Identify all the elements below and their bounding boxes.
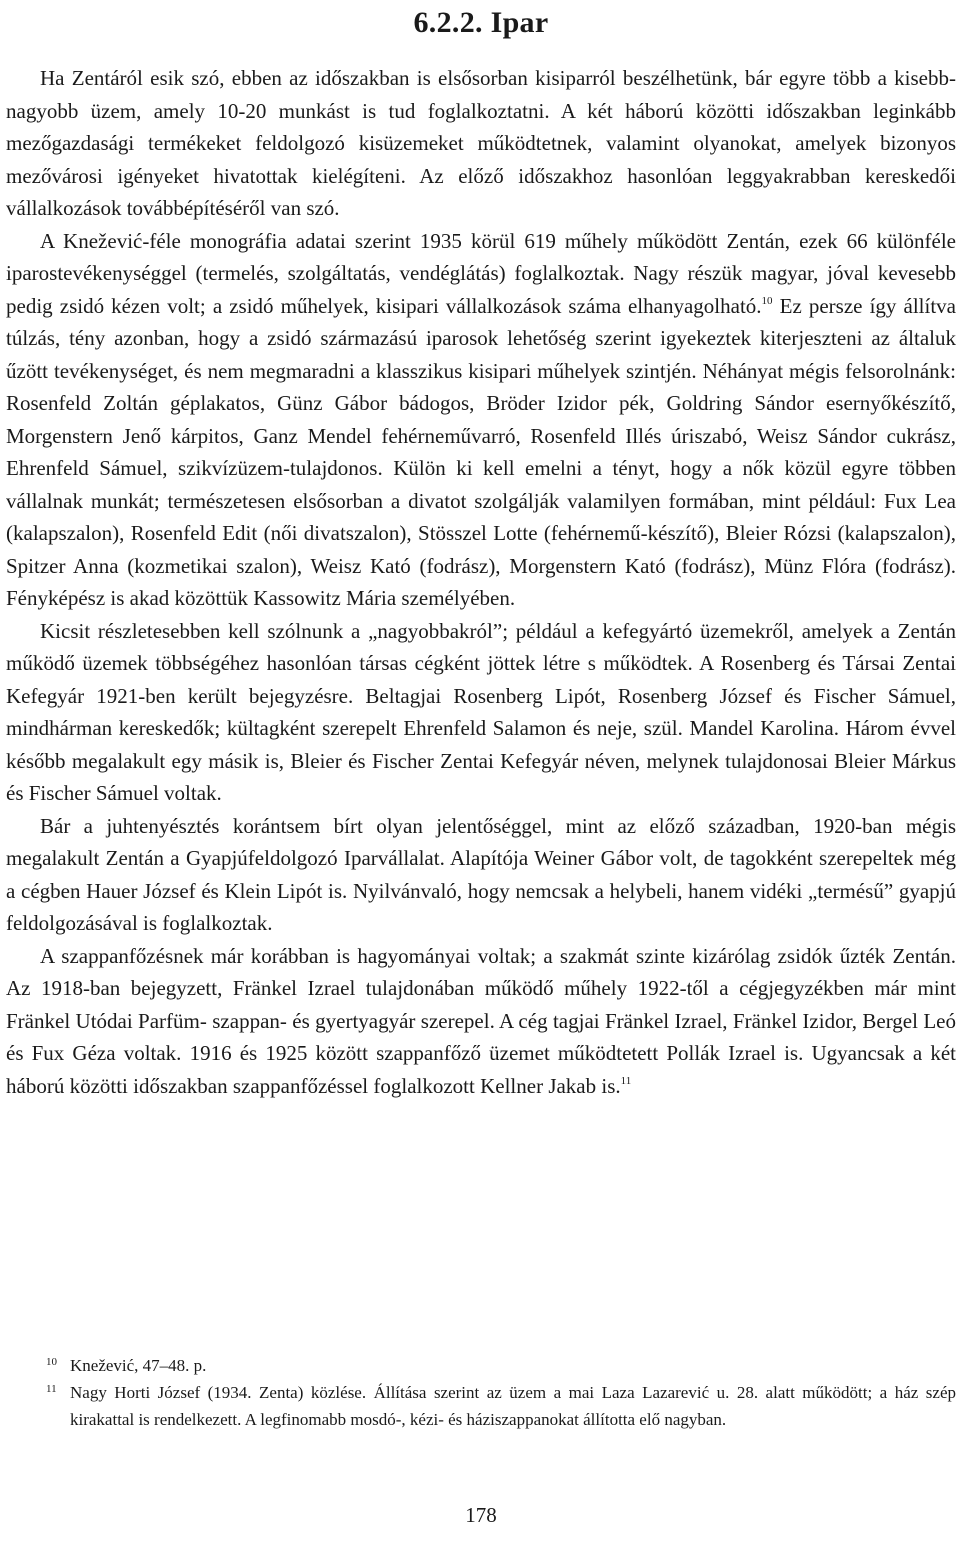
paragraph-brush-factories: Kicsit részletesebben kell szólnunk a „nagyobbakról”; például a kefegyártó üzemekről, amelyek a Zentán működő üzemek többségéhez hasonlóan társas cégként jöttek létre s működtek. A Rosenberg és Társai Zentai Kefegyár 1921-ben került bejegyzésre. Beltagjai Rosenberg Lipót, Rosenberg József és Fischer Sámuel, mindhárman kereskedők; kültagként szerepelt Ehrenfeld Salamon és neje, szül. Mandel Karolina. Három évvel később megalakult egy másik is, Bleier és Fischer Zentai Kefegyár néven, melynek tulajdonosai Bleier Márkus és Fischer Sámuel voltak. (6, 618, 956, 805)
body-text (6, 62, 956, 1102)
footnote-text: Nagy Horti József (1934. Zenta) közlése. Állítása szerint az üzem a mai Laza Lazarević u. 28. alatt működött; a ház szép kirakattal is rendelkezett. A legfinomabb mosdó-, kézi- és háziszappanokat állította elő nagyban. (70, 1383, 956, 1429)
paragraph-soap (6, 940, 956, 1103)
paragraph-wool: Bár a juhtenyésztés korántsem bírt olyan jelentőséggel, mint az előző században, 1920-ban mégis megalakult Zentán a Gyapjúfeldolgozó Iparvállalat. Alapítója Weiner Gábor volt, de tagokként szerepeltek még a cégben Hauer József és Klein Lipót is. Nyilvánvaló, hogy nemcsak a helybeli, hanem vidéki „termésű” gyapjú feldolgozásával is foglalkoztak. (6, 813, 956, 935)
footnote (6, 1379, 956, 1433)
paragraph-intro: Ha Zentáról esik szó, ebben az időszakban is elsősorban kisiparról beszélhetünk, bár egyre több a kisebb-nagyobb üzem, amely 10-20 munkást is tud foglalkoztatni. A két háború közötti időszakban leginkább mezőgazdasági termékeket feldolgozó kisüzemeket működtetnek, valamint olyanokat, amelyek bizonyos mezővárosi igényeket hivatottak kielégíteni. Az előző időszakhoz hasonlóan leggyakrabban kereskedői vállalkozások továbbépítéséről van szó. (6, 66, 956, 220)
footnotes (6, 1352, 956, 1433)
page-number: 178 (465, 1503, 497, 1527)
footnote-reference[interactable]: 11 (620, 1074, 632, 1087)
paragraph-text: A szappanfőzésnek már korábban is hagyományai voltak; a szakmát szinte kizárólag zsidók űzték Zentán. Az 1918-ban bejegyzett, Fränkel Izrael tulajdonában működő műhely 1922-től a cégjegyzékben már mint Fränkel Utódai Parfüm- szappan- és gyertyagyár szerepel. A cég tagjai Fränkel Izrael, Fränkel Izidor, Bergel Leó és Fux Géza voltak. 1916 és 1925 között szappanfőző üzemet működtetett Pollák Izrael is. Ugyancsak a két háború közötti időszakban szappanfőzéssel foglalkozott Kellner Jakab is. (6, 943, 956, 1098)
footnote-text: Knežević, 47–48. p. (70, 1356, 207, 1375)
footnote-reference[interactable]: 10 (761, 294, 773, 307)
footnote-number: 10 (46, 1356, 57, 1368)
footnote-number: 11 (46, 1383, 57, 1395)
section-heading: 6.2.2. Ipar (413, 6, 549, 39)
paragraph-text: A Knežević-féle monográfia adatai szerint 1935 körül 619 műhely működött Zentán, ezek 66 különféle iparostevékenységgel (termelés, szolgáltatás, vendéglátás) foglalkoztak. Nagy részük magyar, jóval kevesebb pedig zsidó kézen volt; a zsidó műhelyek, kisipari vállalkozások száma elhanyagolható. (6, 228, 956, 318)
footnote (6, 1352, 956, 1379)
paragraph-text: Ez persze így állítva túlzás, tény azonban, hogy a zsidó származású iparosok lehetőség szerint igyekeztek kiterjeszteni az általuk űzött tevékenységet, és nem megmaradni a klasszikus kisipari műhelyek szintjén. Néhányat mégis felsorolnánk: Rosenfeld Zoltán géplakatos, Günz Gábor bádogos, Bröder Izidor pék, Goldring Sándor esernyőkészítő, Morgenstern Jenő kárpitos, Ganz Mendel fehérneművarró, Rosenfeld Illés úriszabó, Weisz Sándor cukrász, Ehrenfeld Sámuel, szikvízüzem-tulajdonos. Külön ki kell emelni a tényt, hogy a nők közül egyre többen vállalnak munkát; természetesen elsősorban a divatot szolgálják valamilyen formában, mint például: Fux Lea (kalapszalon), Rosenfeld Edit (női divatszalon), Stösszel Lotte (fehérnemű-készítő), Bleier Rózsi (kalapszalon), Spitzer Anna (kozmetikai szalon), Weisz Kató (fodrász), Morgenstern Kató (fodrász), Münz Flóra (fodrász). Fényképész is akad közöttük Kassowitz Mária személyében. (6, 293, 956, 610)
paragraph-workshops (6, 225, 956, 615)
